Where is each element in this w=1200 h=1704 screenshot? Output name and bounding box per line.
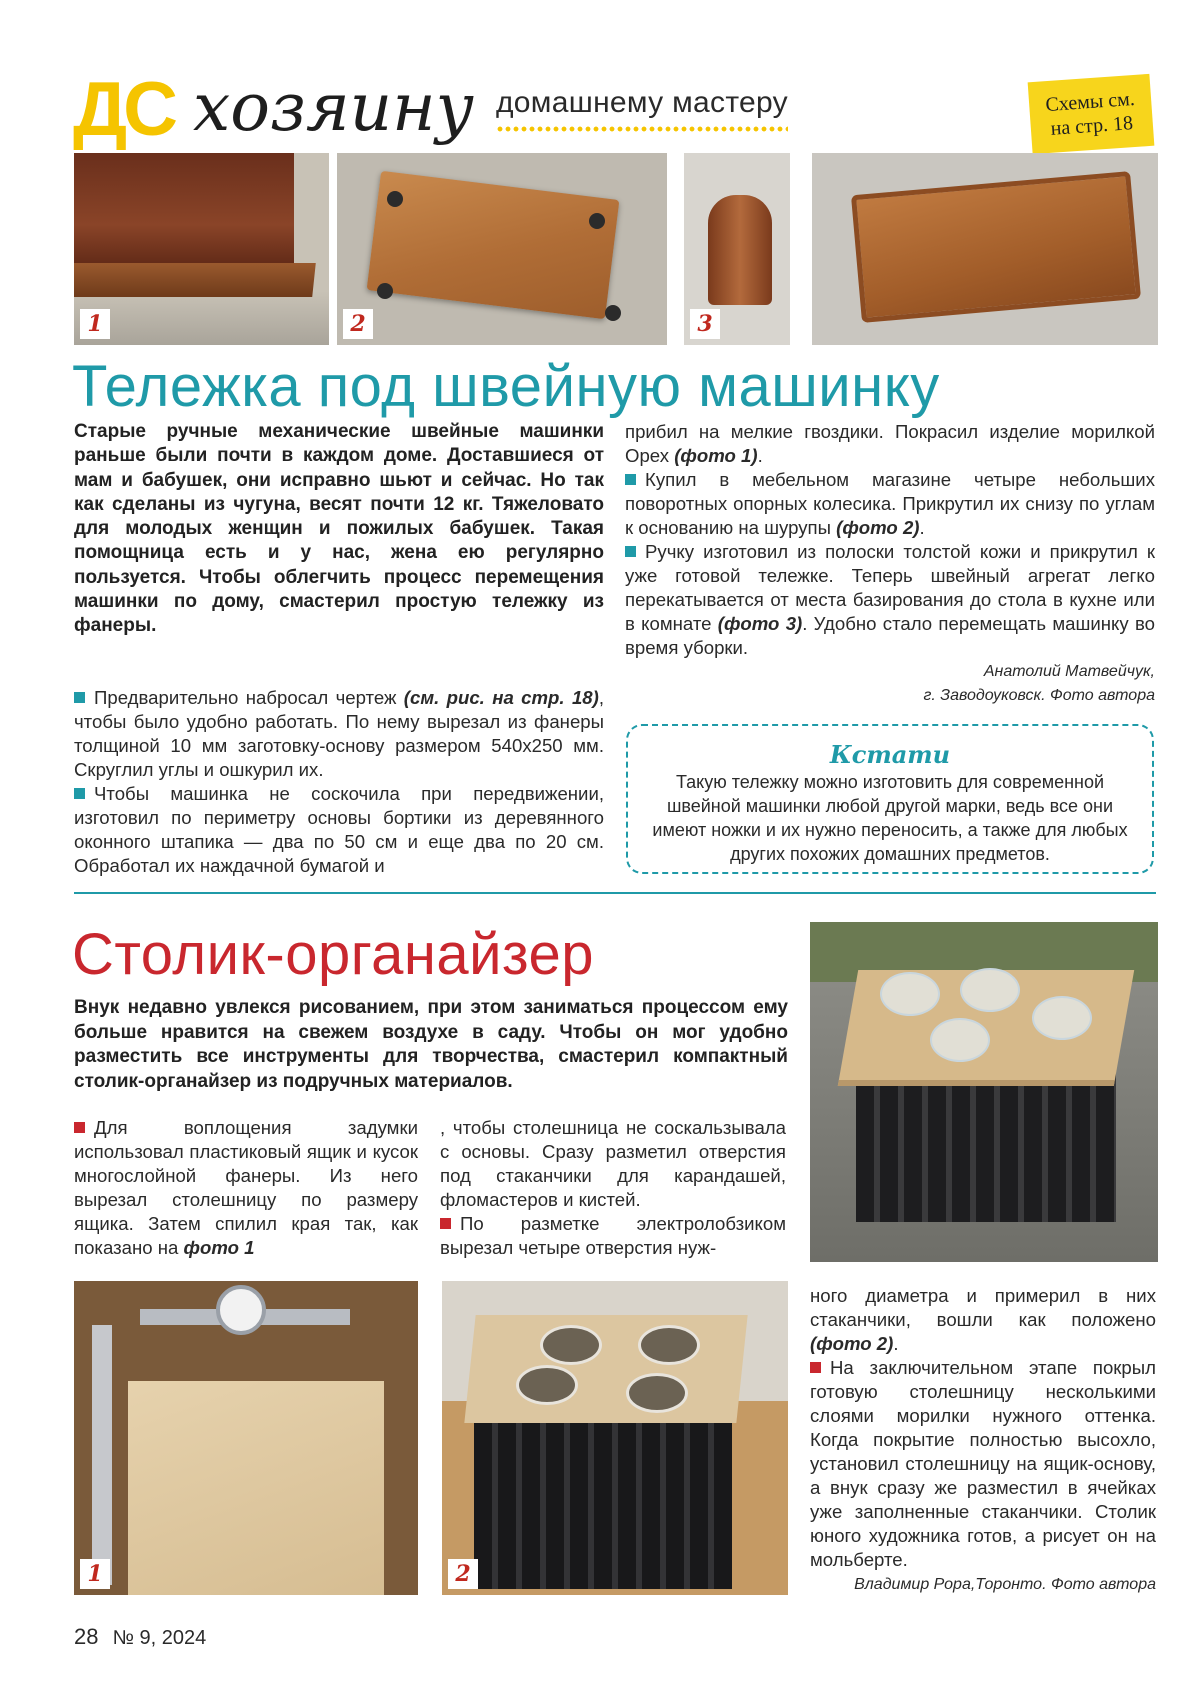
text: . Удобно стало перемещать машинку во время уборки. — [625, 613, 1155, 658]
plywood-board-shape — [367, 171, 620, 319]
figure-reference: (фото 2) — [836, 517, 920, 538]
figure-reference: (фото 1) — [674, 445, 758, 466]
photo-number: 1 — [80, 309, 110, 339]
author-name: Анатолий Матвейчук, — [983, 663, 1155, 680]
paragraph — [625, 420, 1155, 468]
article-column-1 — [74, 686, 604, 878]
photo-number: 3 — [690, 309, 720, 339]
author-place: г. Заводоуковск. Фото автора — [923, 687, 1155, 704]
photo-empty-cart — [812, 153, 1158, 345]
photo-sewing-machine-cart — [74, 153, 329, 345]
paragraph — [74, 686, 604, 782]
cup-shape — [930, 1018, 990, 1062]
photo-machine-side — [684, 153, 790, 345]
photo-number: 1 — [80, 1559, 110, 1589]
wheel-icon — [387, 191, 403, 207]
article2-column-1 — [74, 1116, 418, 1260]
issue-number: № 9, 2024 — [112, 1627, 207, 1649]
ruler-shape — [92, 1325, 112, 1585]
magazine-logo: ДС — [73, 67, 175, 152]
text: Чтобы машинка не соскочила при передвижении, изготовил по периметру основы бортики из деревянного оконного штапика — два по 50 см и еще два по 20 см. Обработал их наждачной бумагой и — [74, 783, 604, 876]
rubric-subtitle: домашнему мастеру — [496, 86, 788, 119]
schema-reference-badge — [1028, 74, 1155, 154]
text: . — [757, 445, 763, 466]
article-title-cart: Тележка под швейную машинку — [72, 354, 940, 419]
cup-shape — [516, 1365, 578, 1405]
text: , чтобы столешница не соскальзывала с основы. Сразу разметил отверстия под стаканчики для карандашей, фломастеров и кистей. — [440, 1117, 786, 1210]
machine-case-shape — [708, 195, 772, 305]
wheel-icon — [377, 283, 393, 299]
rubric-underline — [496, 125, 788, 133]
bullet-icon — [810, 1362, 821, 1373]
paragraph — [440, 1116, 786, 1212]
text: Для воплощения задумки использовал пластиковый ящик и кусок многослойной фанеры. Из него вырезал столешницу по размеру ящика. Затем спилил края так, как показано на — [74, 1117, 418, 1258]
cup-shape — [1032, 996, 1092, 1040]
paragraph — [810, 1356, 1156, 1572]
bullet-icon — [440, 1218, 451, 1229]
cup-shape — [540, 1325, 602, 1365]
sidebar-note-text: Такую тележку можно изготовить для современной швейной машинки любой другой марки, ведь все они имеют ножки и их нужно переносить, а также для любых других похожих домашних предметов. — [652, 772, 1128, 864]
photo-organizer-table — [810, 922, 1158, 1262]
figure-reference: (см. рис. на стр. 18) — [403, 687, 599, 708]
text: Ручку изготовил из полоски толстой кожи и прикрутил к уже готовой тележке. Теперь швейный агрегат легко перекатывается от места базирования до стола в кухне или в комнате — [625, 541, 1155, 634]
bullet-icon — [74, 1122, 85, 1133]
text: . — [893, 1333, 899, 1354]
article-title-organizer: Столик-органайзер — [72, 922, 595, 987]
page-number: 28 — [74, 1624, 99, 1649]
article-lead-organizer: Внук недавно увлекся рисованием, при этом заниматься процессом ему больше нравится на свежем воздухе в саду. Чтобы он мог удобно разместить все инструменты для творчества, смастерил компактный столик-органайзер из подручных материалов. — [74, 997, 788, 1092]
sidebar-note-title: Кстати — [829, 740, 951, 769]
photo-plywood-marking — [74, 1281, 418, 1595]
machine-case-shape — [74, 153, 294, 273]
paragraph — [625, 468, 1155, 540]
paragraph — [74, 1116, 418, 1260]
text: По разметке электролобзиком вырезал четыре отверстия нуж- — [440, 1213, 786, 1258]
caliper-dial-icon — [216, 1285, 266, 1335]
text: прибил на мелкие гвоздики. Покрасил изделие морилкой Орех — [625, 421, 1155, 466]
paragraph — [625, 540, 1155, 660]
rubric-title: хозяину — [193, 69, 474, 146]
cup-shape — [626, 1373, 688, 1413]
author-credit-organizer: Владимир Рора,Торонто. Фото автора — [854, 1576, 1156, 1593]
page-footer — [74, 1624, 206, 1650]
text: Предварительно набросал чертеж — [94, 687, 404, 708]
article2-column-3 — [810, 1284, 1156, 1572]
badge-line-2: на стр. 18 — [1049, 112, 1134, 140]
text: ного диаметра и примерил в них стаканчики, вошли как положено — [810, 1285, 1156, 1330]
article2-column-2 — [440, 1116, 786, 1260]
photo-cart-bottom-wheels — [337, 153, 667, 345]
photo-number: 2 — [343, 309, 373, 339]
text: На заключительном этапе покрыл готовую столешницу несколькими слоями морилки нужного оттенка. Когда покрытие полностью высохло, установил столешницу на ящик-основу, а внук сразу же разместил в ячейках уже заполненные стаканчики. Столик юного художника готов, а рисует он на мольберте. — [810, 1357, 1156, 1570]
bullet-icon — [625, 546, 636, 557]
badge-line-1: Схемы см. — [1044, 87, 1136, 117]
plywood-sheet-shape — [128, 1381, 384, 1595]
cup-shape — [960, 968, 1020, 1012]
cup-shape — [638, 1325, 700, 1365]
section-divider — [74, 892, 1156, 894]
text: , чтобы было удобно работать. По нему вырезал из фанеры толщиной 10 мм заготовку-основу размером 540x250 мм. Скруглил углы и ошкурил их. — [74, 687, 604, 780]
paragraph — [440, 1212, 786, 1260]
figure-reference: фото 1 — [183, 1237, 255, 1258]
bullet-icon — [74, 788, 85, 799]
paragraph — [74, 782, 604, 878]
figure-reference: (фото 2) — [810, 1333, 894, 1354]
article-lead-cart: Старые ручные механические швейные машинки раньше были почти в каждом доме. Доставшиеся от мам и бабушек, они исправно шьют и сейчас. Но так как сделаны из чугуна, весят почти 12 кг. Тяжеловато для молодых женщин и пожилых бабушек. Такая помощница есть и у нас, жена ею регулярно пользуется. Чтобы облегчить процесс перемещения машинки по дому, смастерил простую тележку из фанеры. — [74, 421, 604, 637]
bullet-icon — [625, 474, 636, 485]
wheel-icon — [605, 305, 621, 321]
article-column-2 — [625, 420, 1155, 708]
text: . — [919, 517, 925, 538]
photo-number: 2 — [448, 1559, 478, 1589]
wheel-icon — [589, 213, 605, 229]
cup-shape — [880, 972, 940, 1016]
bullet-icon — [74, 692, 85, 703]
text: Купил в мебельном магазине четыре небольших поворотных опорных колесика. Прикрутил их снизу по углам к основанию на шурупы — [625, 469, 1155, 538]
cart-tray-shape — [851, 171, 1141, 323]
photo-tabletop-with-cups — [442, 1281, 788, 1595]
figure-reference: (фото 3) — [717, 613, 803, 634]
paragraph — [810, 1284, 1156, 1356]
cart-base-shape — [74, 263, 316, 297]
tabletop-shape — [464, 1315, 747, 1423]
